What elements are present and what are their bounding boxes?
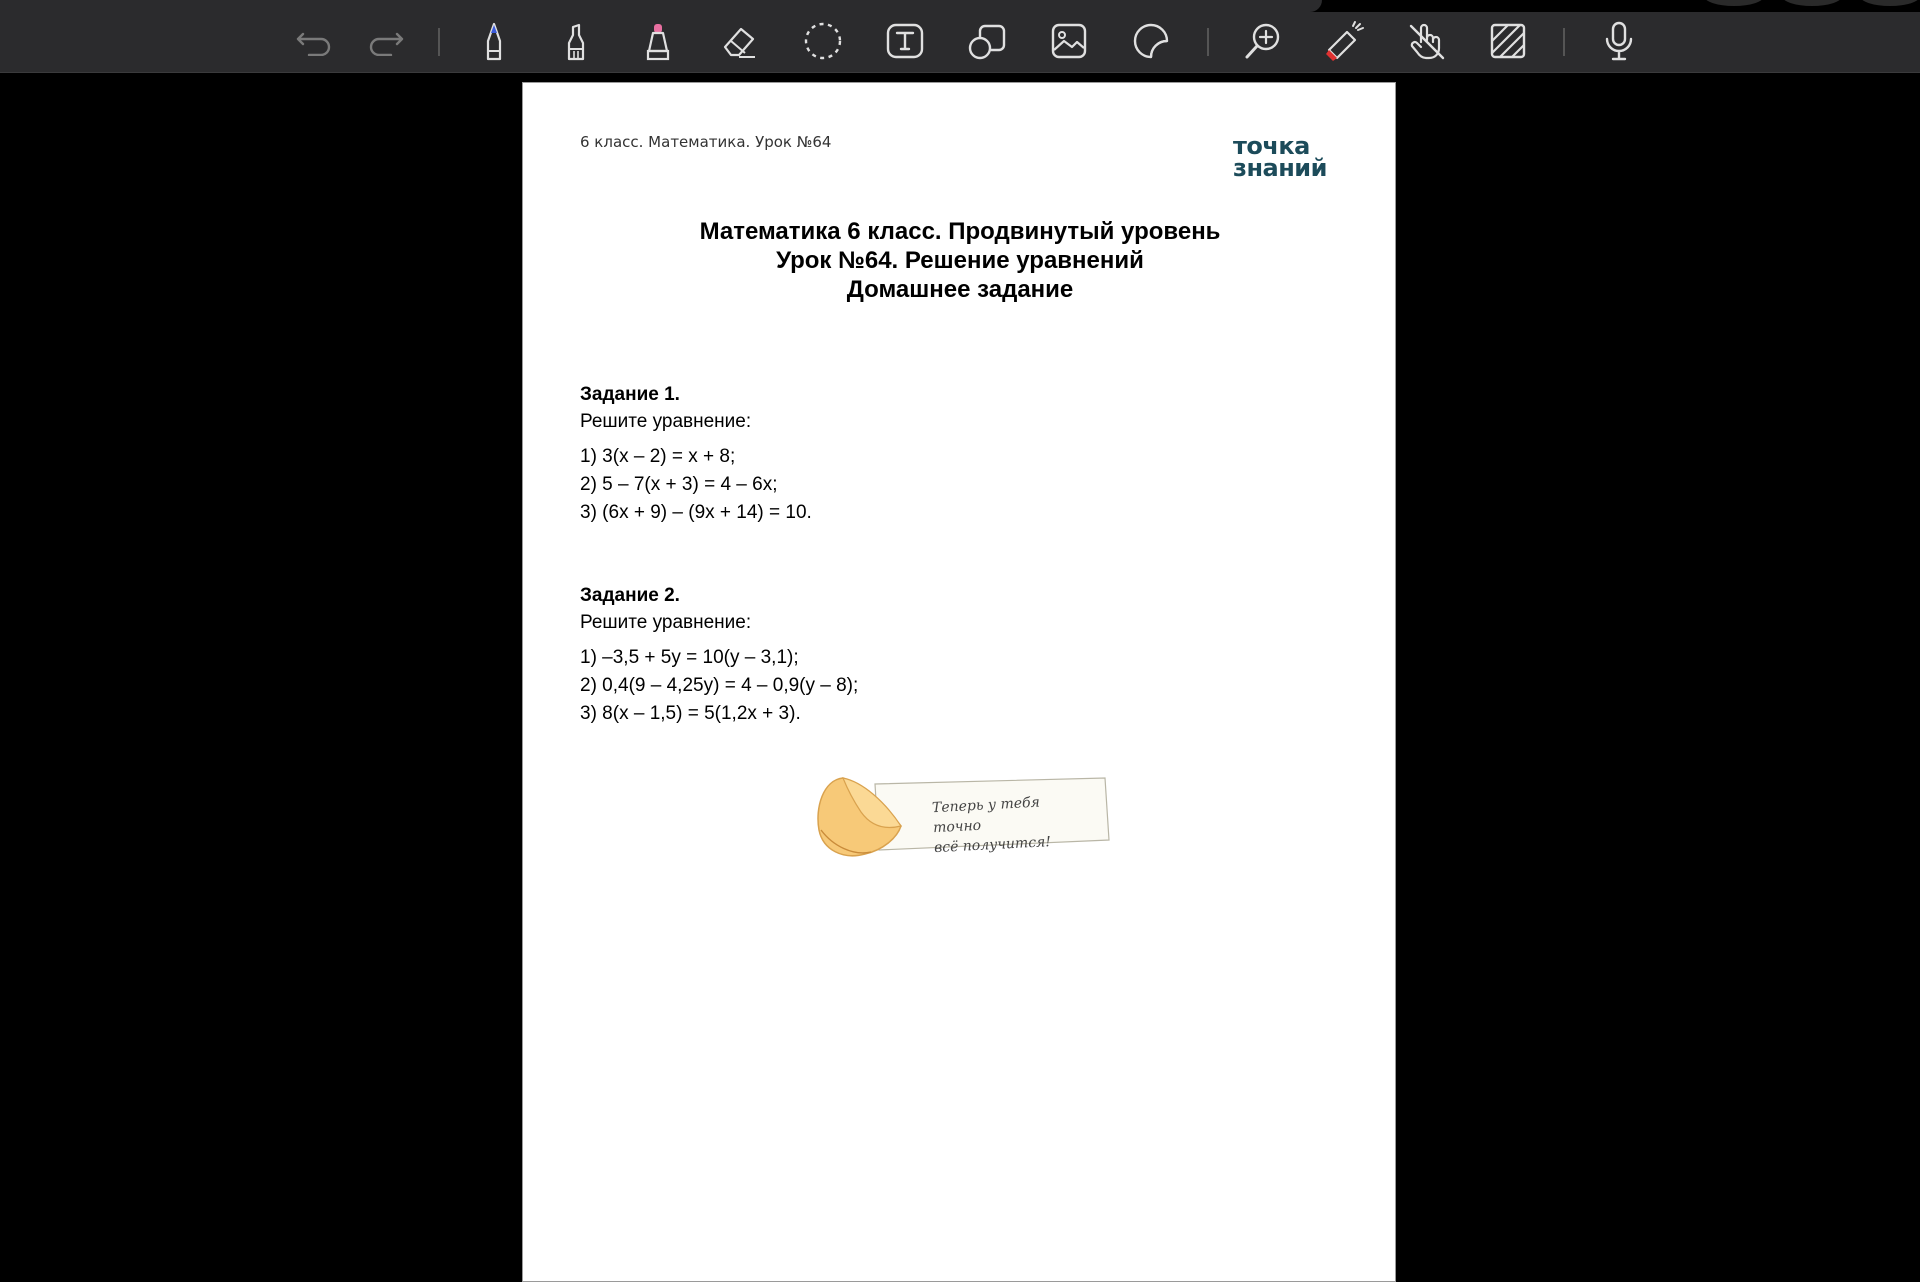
equation-item: 1) –3,5 + 5y = 10(y – 3,1); — [580, 647, 799, 668]
microphone-icon[interactable] — [1596, 18, 1642, 64]
title-line-3: Домашнее задание — [846, 276, 1074, 303]
shapes-icon[interactable] — [964, 18, 1010, 64]
title-line-1: Математика 6 класс. Продвинутый уровень — [699, 218, 1221, 245]
highlighter-icon[interactable] — [635, 18, 681, 64]
task-instruction: Решите уравнение: — [580, 612, 752, 633]
status-strip — [0, 0, 1920, 12]
task-1 — [580, 381, 812, 527]
toolbar-separator — [1207, 28, 1209, 56]
pen-icon[interactable] — [471, 18, 517, 64]
fortune-cookie-sticker — [813, 768, 1113, 868]
task-title: Задание 2. — [580, 585, 680, 606]
equation-item: 3) (6x + 9) – (9x + 14) = 10. — [580, 502, 812, 523]
equation-item: 1) 3(x – 2) = x + 8; — [580, 446, 736, 467]
laser-pointer-icon[interactable] — [1321, 18, 1367, 64]
zoom-icon[interactable] — [1240, 18, 1286, 64]
sticker-text — [932, 790, 1095, 858]
touch-draw-icon[interactable] — [1403, 18, 1449, 64]
lasso-icon[interactable] — [800, 18, 846, 64]
marker-icon[interactable] — [553, 18, 599, 64]
page-background-icon[interactable] — [1485, 18, 1531, 64]
logo-line-2: знаний — [1233, 154, 1327, 182]
document-title — [523, 217, 1397, 304]
toolbar-separator — [438, 28, 440, 56]
task-2 — [580, 582, 858, 728]
equation-item: 2) 5 – 7(x + 3) = 4 – 6x; — [580, 474, 778, 495]
page-header: 6 класс. Математика. Урок №64 — [580, 133, 832, 151]
window-tab — [0, 0, 1322, 12]
undo-icon[interactable] — [292, 18, 338, 64]
logo-line-1: точка — [1233, 132, 1310, 160]
drawing-toolbar — [0, 12, 1920, 73]
task-title: Задание 1. — [580, 384, 680, 405]
brand-logo — [1233, 132, 1343, 187]
sticker-text-line-2: всё получится! — [933, 834, 1052, 857]
task-instruction: Решите уравнение: — [580, 411, 752, 432]
eraser-icon[interactable] — [716, 18, 762, 64]
sticker-text-line-1: Теперь у тебя точно — [931, 794, 1041, 837]
text-tool-icon[interactable] — [882, 18, 928, 64]
toolbar-separator — [1563, 28, 1565, 56]
document-page[interactable] — [522, 82, 1396, 1282]
title-line-2: Урок №64. Решение уравнений — [776, 247, 1144, 274]
sticker-icon[interactable] — [1128, 18, 1174, 64]
equation-item: 2) 0,4(9 – 4,25y) = 4 – 0,9(y – 8); — [580, 675, 859, 696]
window-controls — [1704, 0, 1920, 6]
equation-item: 3) 8(x – 1,5) = 5(1,2x + 3). — [580, 703, 801, 724]
redo-icon[interactable] — [362, 18, 408, 64]
image-icon[interactable] — [1046, 18, 1092, 64]
